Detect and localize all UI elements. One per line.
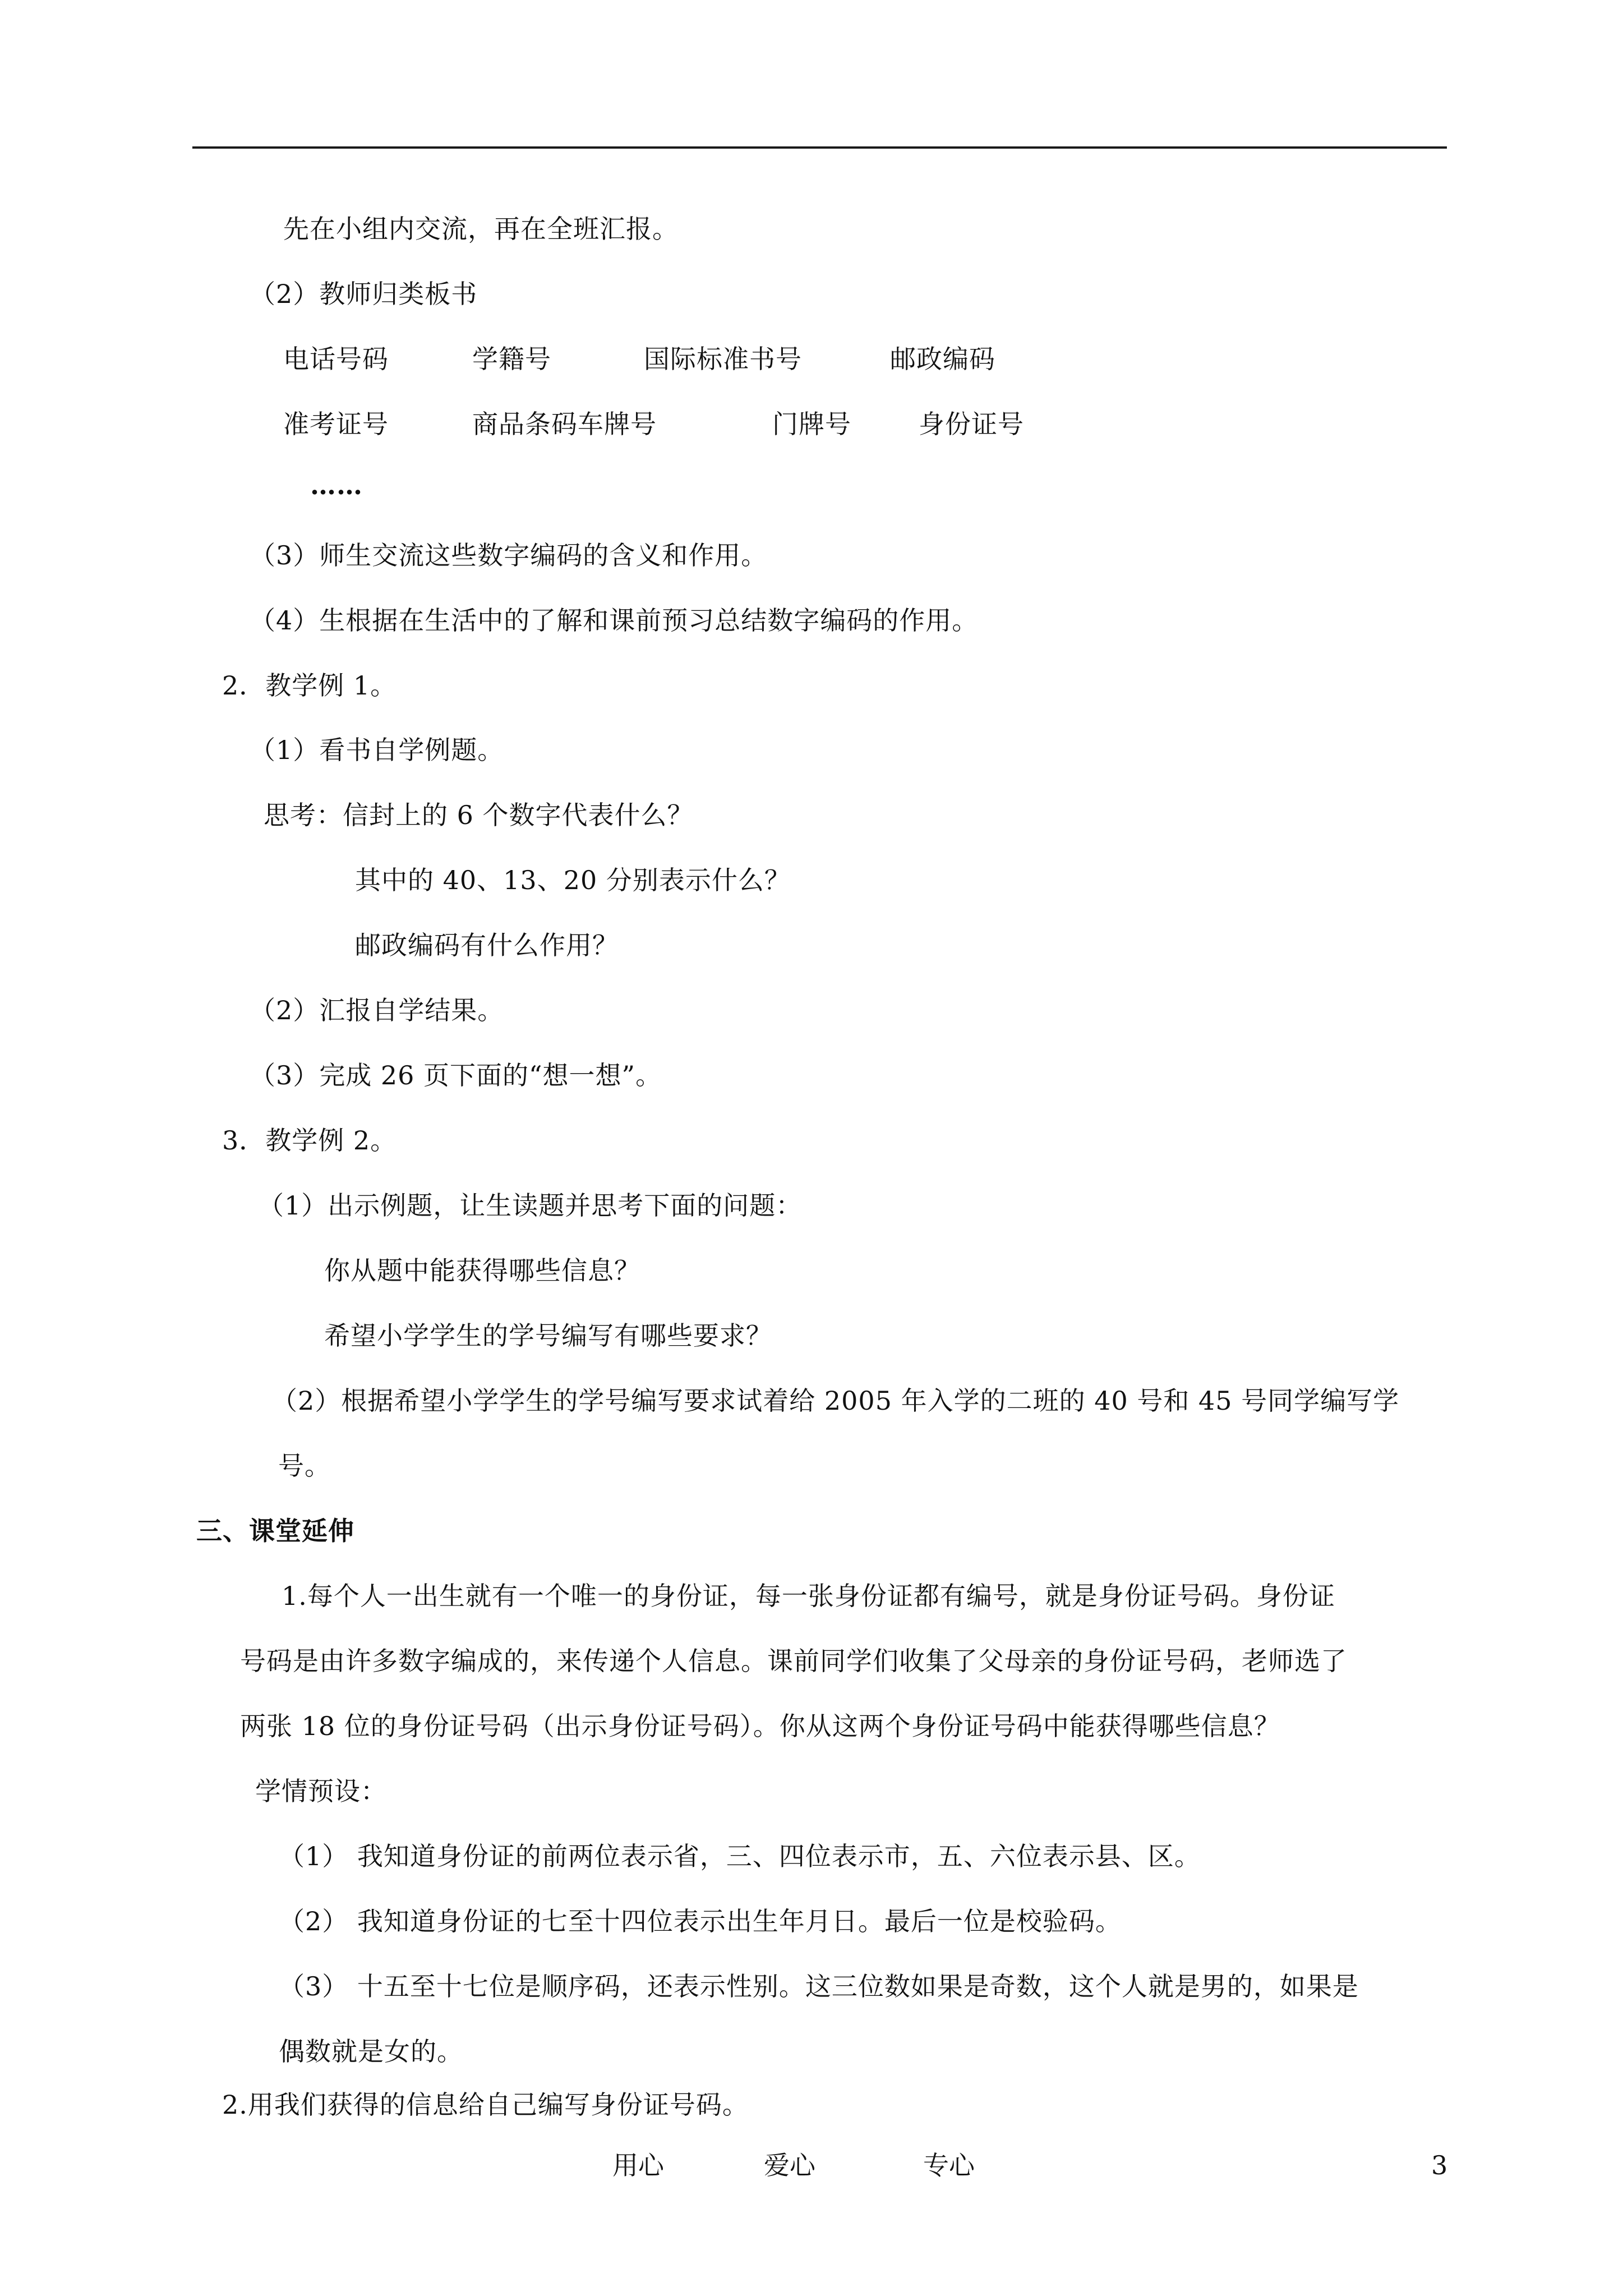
line-text: 号。 [278, 1451, 331, 1481]
line-text: 两张 18 位的身份证号码（出示身份证号码）。你从这两个身份证号码中能获得哪些信息？ [240, 1711, 1280, 1741]
board-item: 国际标准书号 [644, 344, 802, 374]
header-rule [192, 146, 1447, 149]
ellipsis: …… [310, 470, 363, 500]
line-text: （1）出示例题，让生读题并思考下面的问题： [258, 1190, 803, 1221]
board-item: 准考证号 [283, 409, 389, 439]
footer-motto: 爱心 [764, 2150, 815, 2180]
line-text: （2） 我知道身份证的七至十四位表示出生年月日。最后一位是校验码。 [279, 1906, 1122, 1936]
line-text: 偶数就是女的。 [279, 2036, 463, 2067]
line-text: 思考：信封上的 6 个数字代表什么？ [264, 800, 694, 830]
line-text: 邮政编码有什么作用？ [355, 930, 619, 960]
board-item: 电话号码 [283, 344, 389, 374]
board-item: 商品条码车牌号 [472, 409, 657, 439]
footer-motto: 用心 [612, 2150, 664, 2180]
line-text: （2）根据希望小学学生的学号编写要求试着给 2005 年入学的二班的 40 号和 45 号同学编写学 [271, 1386, 1400, 1416]
line-text: 先在小组内交流，再在全班汇报。 [283, 214, 679, 244]
line-text: （3）完成 26 页下面的“想一想”。 [250, 1060, 662, 1091]
line-text: （2）教师归类板书 [250, 279, 478, 309]
line-text: （3） 十五至十七位是顺序码，还表示性别。这三位数如果是奇数，这个人就是男的，如果是 [279, 1971, 1359, 2001]
line-text: （1） 我知道身份证的前两位表示省，三、四位表示市，五、六位表示县、区。 [279, 1841, 1201, 1871]
footer-motto: 专心 [923, 2150, 975, 2180]
board-item: 身份证号 [919, 409, 1024, 439]
section-item: 2．教学例 1。 [222, 670, 397, 701]
board-item: 门牌号 [772, 409, 851, 439]
board-item: 邮政编码 [890, 344, 995, 374]
line-text: （1）看书自学例题。 [250, 735, 504, 765]
line-text: （2）汇报自学结果。 [250, 995, 504, 1025]
line-text: （4）生根据在生活中的了解和课前预习总结数字编码的作用。 [250, 605, 979, 636]
line-text: 希望小学学生的学号编写有哪些要求？ [324, 1320, 772, 1351]
section-item: 3．教学例 2。 [222, 1125, 397, 1156]
line-text: 你从题中能获得哪些信息？ [324, 1255, 640, 1286]
line-text: 其中的 40、13、20 分别表示什么？ [355, 865, 791, 895]
line-text: 1.每个人一出生就有一个唯一的身份证，每一张身份证都有编号，就是身份证号码。身份证 [282, 1581, 1335, 1611]
line-text: 2.用我们获得的信息给自己编写身份证号码。 [222, 2090, 749, 2120]
page-number: 3 [1431, 2150, 1448, 2180]
board-item: 学籍号 [472, 344, 551, 374]
line-text: （3）师生交流这些数字编码的含义和作用。 [250, 540, 768, 570]
section-heading: 三、课堂延伸 [196, 1516, 354, 1546]
line-text: 学情预设： [255, 1776, 387, 1806]
line-text: 号码是由许多数字编成的，来传递个人信息。课前同学们收集了父母亲的身份证号码，老师选了 [240, 1646, 1347, 1676]
